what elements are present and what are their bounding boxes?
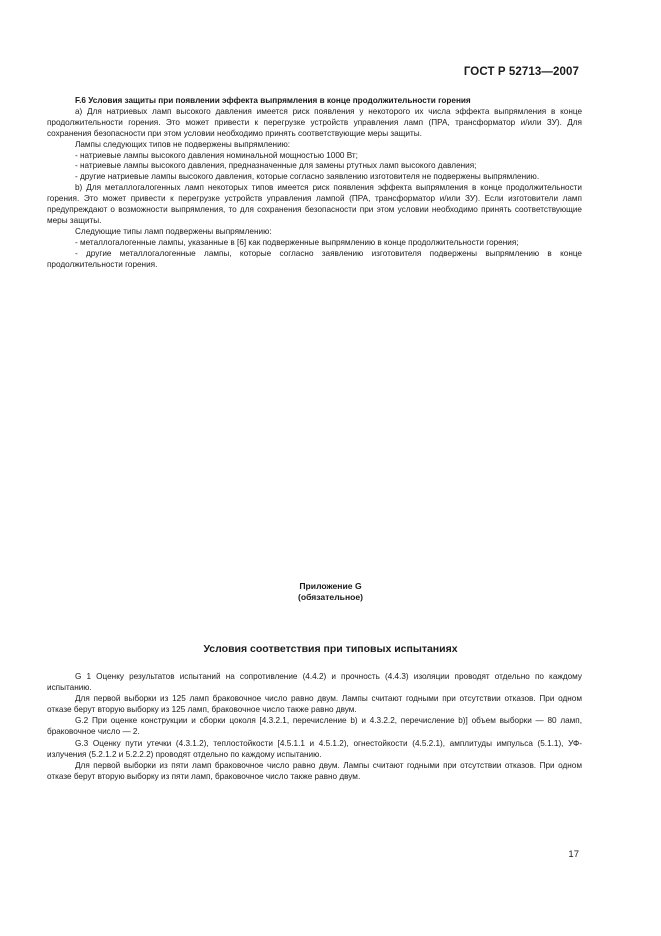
paragraph: G.2 При оценке конструкции и сборки цоколя [4.3.2.1, перечисление b) и 4.3.2.2, перечисление b)] объем выборки — 80 ламп, браковочное число — 2. xyxy=(47,716,582,737)
section-title: F.6 Условия защиты при появлении эффекта выпрямления в конце продолжительности горения xyxy=(75,96,471,105)
document-header: ГОСТ Р 52713—2007 xyxy=(463,66,579,78)
annex-heading xyxy=(0,581,661,603)
annex-label: Приложение G xyxy=(299,581,362,591)
page-number: 17 xyxy=(568,849,579,860)
paragraph: Лампы следующих типов не подвержены выпрямлению: xyxy=(75,139,291,149)
paragraph: а) Для натриевых ламп высокого давления имеется риск появления у некоторого их числа эффекта выпрямления в конце продолжительности горения. Это может привести к перегрузке устройств управления ламп (ПРА, трансформатор и/или ЗУ). Для сохранения безопасности при этом условии необходимо принять соответствующие меры защиты. xyxy=(47,106,582,138)
paragraph: Для первой выборки из 125 ламп браковочное число равно двум. Лампы считают годными при отсутствии отказов. При одном отказе берут вторую выборку из 125 ламп, браковочное число также равно двум. xyxy=(47,694,582,715)
list-item: - металлогалогенные лампы, указанные в [6] как подверженные выпрямлению в конце продолжительности горения; xyxy=(75,237,519,247)
list-item: - другие натриевые лампы высокого давления, которые согласно заявлению изготовителя не подвержены выпрямлению. xyxy=(75,172,540,182)
paragraph: G 1 Оценку результатов испытаний на сопротивление (4.4.2) и прочность (4.4.3) изоляции проводят отдельно по каждому испытанию. xyxy=(47,672,582,693)
paragraph: Для первой выборки из пяти ламп браковочное число равно двум. Лампы считают годными при отсутствии отказов. При одном отказе берут вторую выборку из пяти ламп, браковочное число также равно двум. xyxy=(47,760,582,781)
list-item: - другие металлогалогенные лампы, которые согласно заявлению изготовителя подвержены выпрямлению в конце продолжительности горения. xyxy=(47,248,582,269)
section-g xyxy=(47,671,582,782)
paragraph: G.3 Оценку пути утечки (4.3.1.2), теплостойкости [4.5.1.1 и 4.5.1.2), огнестойкости (4.5.2.1), амплитуды импульса (5.1.1), УФ-излучения (5.2.1.2 и 5.2.2.2) проводят отдельно по каждому испытанию. xyxy=(47,738,582,759)
section-f6 xyxy=(47,96,582,271)
list-item: - натриевые лампы высокого давления, предназначенные для замены ртутных ламп высокого давления; xyxy=(75,161,477,171)
list-item: - натриевые лампы высокого давления номинальной мощностью 1000 Вт; xyxy=(75,150,358,160)
paragraph: b) Для металлогалогенных ламп некоторых типов имеется риск появления эффекта выпрямления в конце продолжительности горения. Это может привести к перегрузке устройств управления лампой (ПРА, трансформатор и/или ЗУ). Если изготовители ламп предупреждают о возможности выпрямления, то для сохранения безопасности при этом условии необходимо принять соответствующие меры защиты. xyxy=(47,183,582,225)
annex-title: Условия соответствия при типовых испытаниях xyxy=(203,643,458,655)
annex-status: (обязательное) xyxy=(297,592,364,602)
paragraph: Следующие типы ламп подвержены выпрямлению: xyxy=(75,226,272,236)
